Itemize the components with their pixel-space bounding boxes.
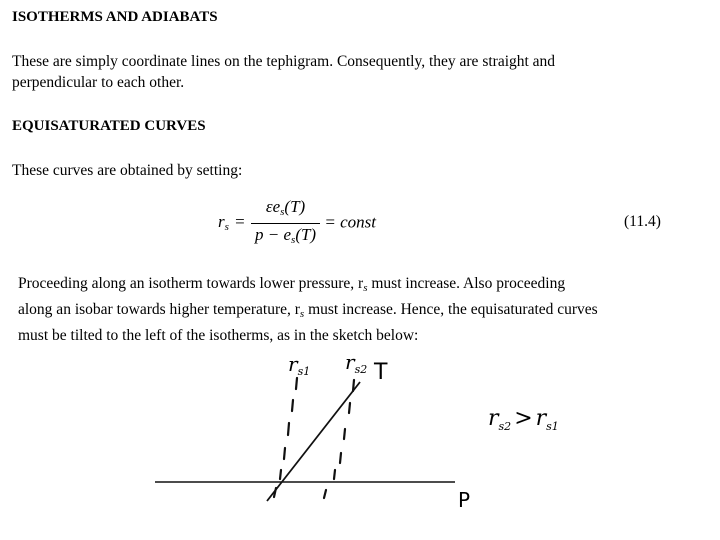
eq-numerator: $\varepsilon e_s(T)$: [251, 196, 320, 224]
paragraph-line2: along an isobar towards higher temperature, $r_s$ must increase. Hence, the equisaturated curves: [18, 301, 598, 320]
eq-denominator: $p - e_s(T)$: [255, 225, 317, 246]
isotherms-text-line2: perpendicular to each other.: [12, 74, 185, 91]
eq-fraction: [251, 196, 320, 251]
proceeding-paragraph: [18, 273, 598, 346]
equation-11-4: [218, 196, 376, 251]
eq-equals: =: [235, 212, 245, 232]
equisaturated-intro: These curves are obtained by setting:: [12, 162, 243, 179]
eq-lhs: $r_s$: [218, 212, 229, 234]
isotherms-text-line1: These are simply coordinate lines on the tephigram. Consequently, they are straight and: [12, 53, 556, 70]
relation-rs2-gt-rs1: $r_{s2} > r_{s1}$: [488, 406, 559, 433]
tephigram-sketch: [155, 345, 575, 515]
label-T: T: [374, 360, 388, 385]
heading-isotherms-adiabats: ISOTHERMS AND ADIABATS: [12, 9, 218, 25]
label-rs1: $r_{s1}$: [288, 352, 311, 378]
label-rs2: $r_{s2}$: [345, 350, 368, 376]
paragraph-line1: Proceeding along an isotherm towards lower pressure, $r_s$ must increase. Also proceeding: [18, 275, 566, 294]
equation-number: (11.4): [624, 213, 661, 230]
paragraph-line3: must be tilted to the left of the isotherms, as in the sketch below:: [18, 327, 419, 344]
eq-rhs: = const: [324, 212, 376, 232]
isotherms-text: [12, 51, 555, 93]
label-P: P: [458, 488, 471, 512]
heading-equisaturated-curves: EQUISATURATED CURVES: [12, 118, 206, 134]
